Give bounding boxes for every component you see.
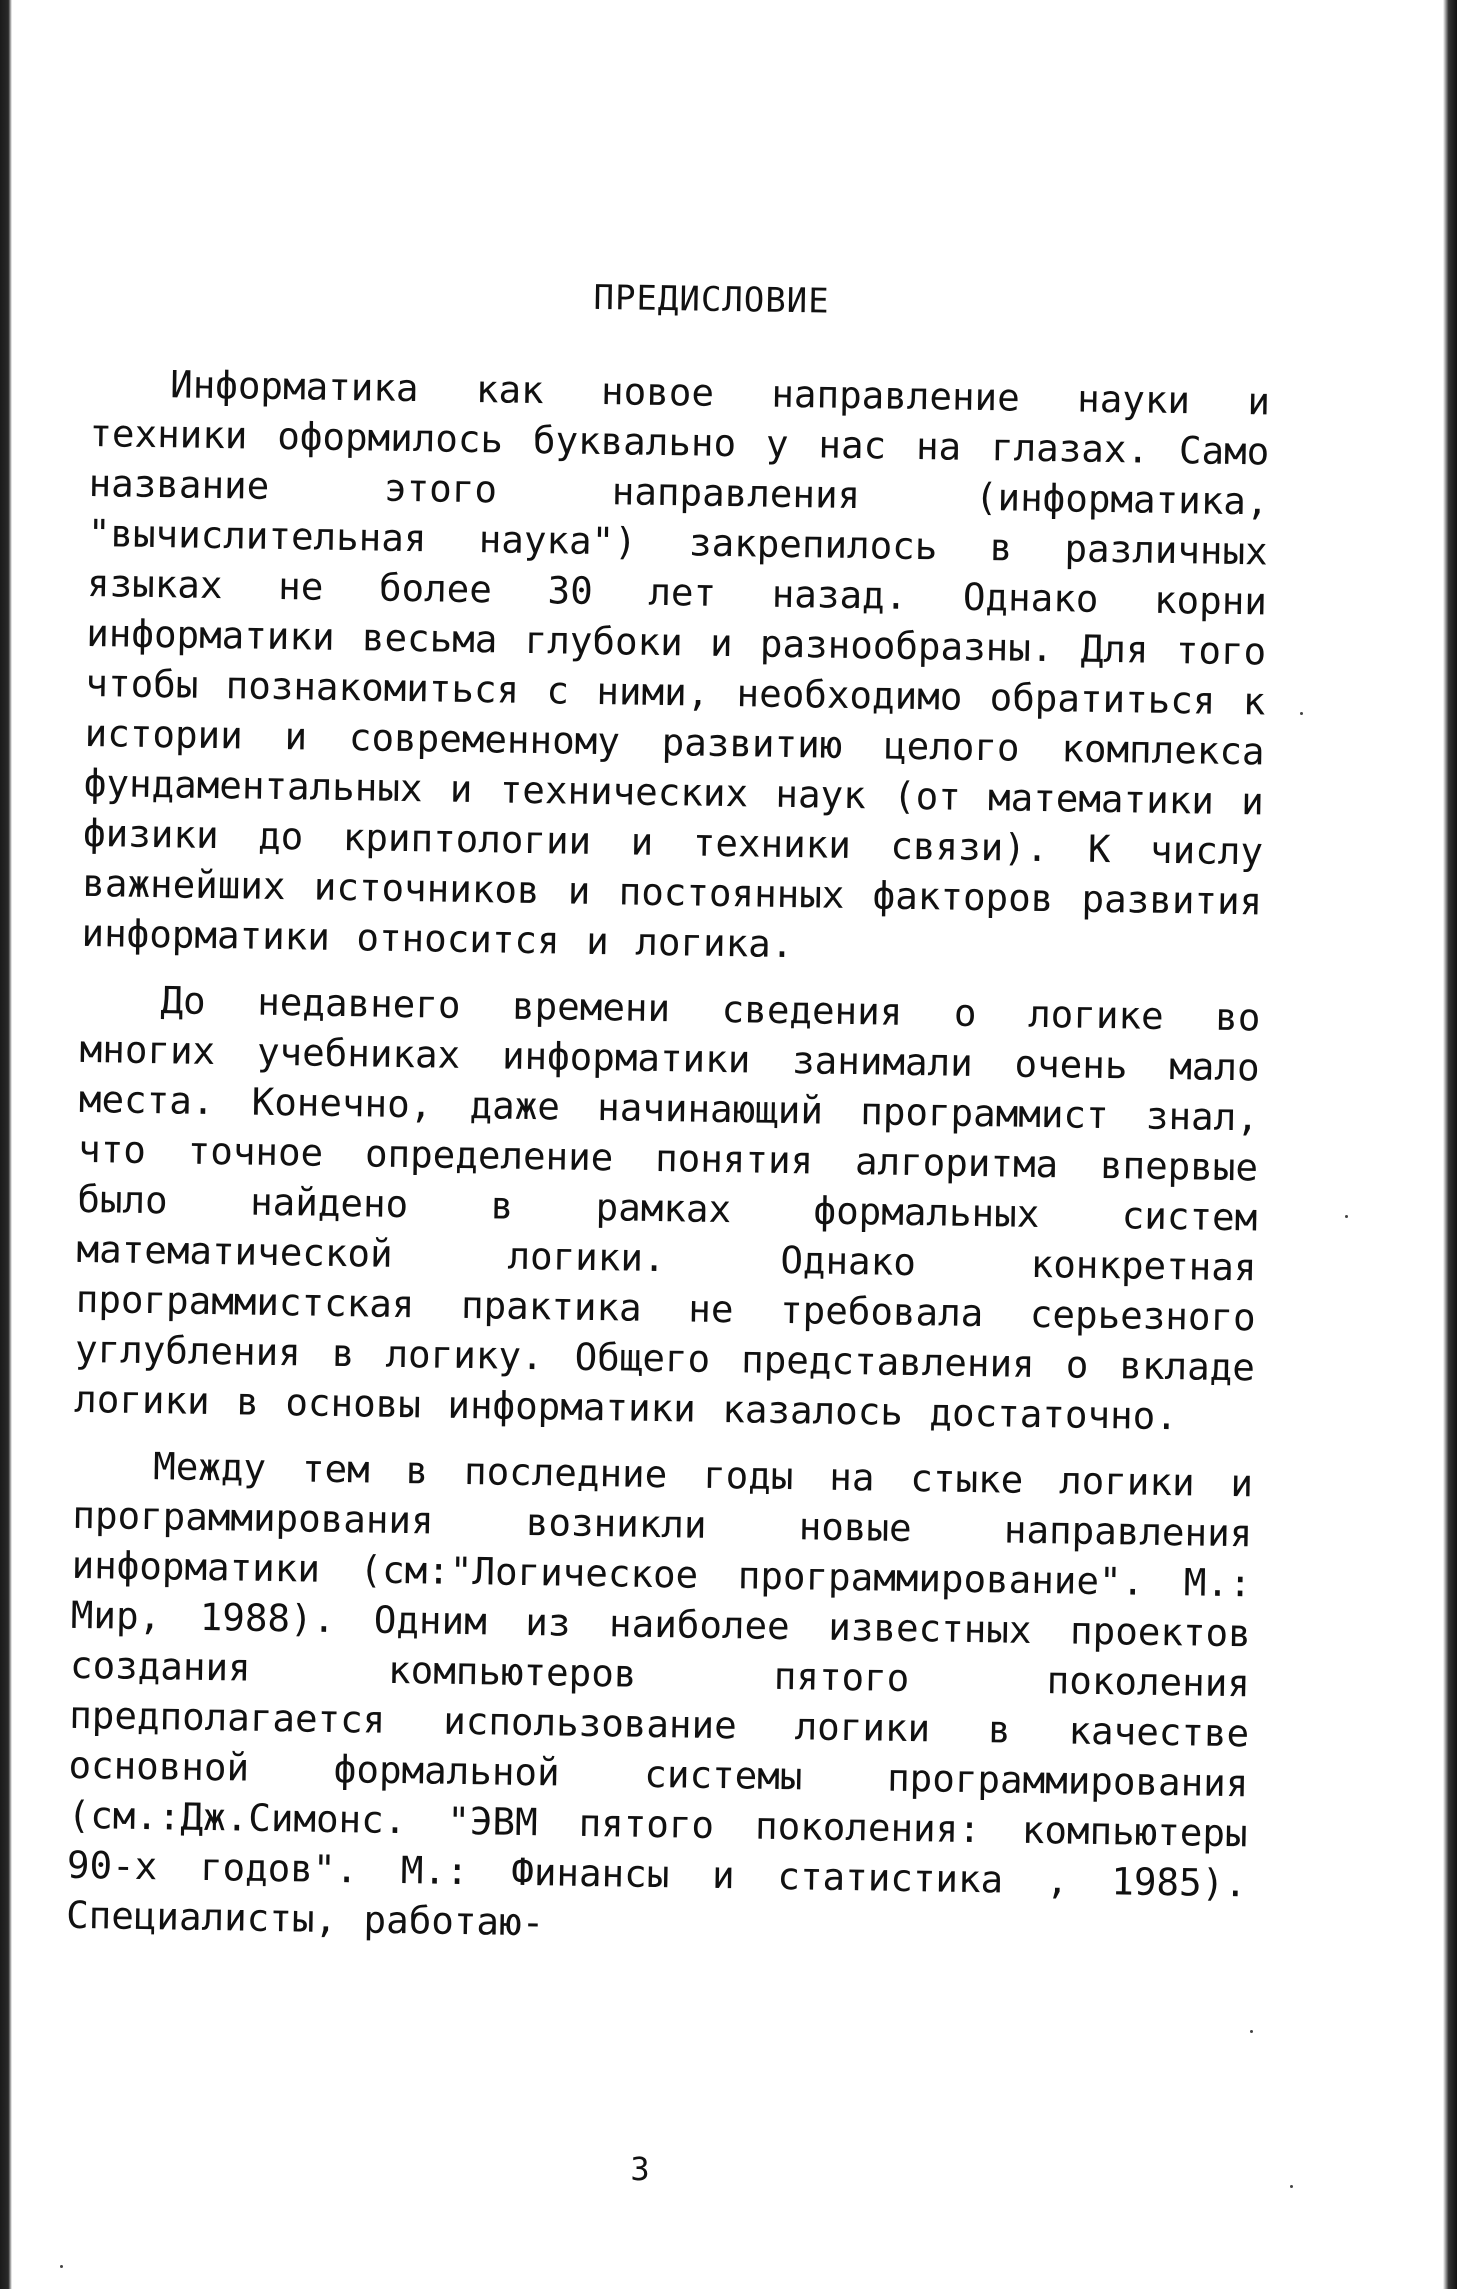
- scan-speck: [1250, 2030, 1253, 2033]
- scan-edge-right: [1443, 0, 1457, 2289]
- scan-speck: [1300, 712, 1303, 715]
- paragraph-2: До недавнего времени сведения о логике во многих учебниках информатики занимали очень мало места. Конечно, даже начинающий программист знал, что точное определение понятия алгоритма впервые было найдено в рамках формальных систем математической логики. Однако конкретная программистская практика не требовала серьезного углубления в логику. Общего представления о вкладе логики в основы информатики казалось достаточно.: [73, 978, 1261, 1439]
- paragraph-3: Между тем в последние годы на стыке логики и программирования возникли новые направления информатики (см:"Логическое программирование". М.: Мир, 1988). Одним из наиболее известных проектов создания компьютеров пятого поколения предполагается использование логики в качестве основной формальной системы программирования (см.:Дж.Симонс. "ЭВМ пятого поколения: компьютеры 90-х годов". М.: Финансы и статистика , 1985). Специалисты, работаю-: [65, 1444, 1254, 1945]
- page-title: ПРЕДИСЛОВИЕ: [593, 277, 830, 322]
- scan-speck: [1290, 2185, 1293, 2188]
- scan-edge-left: [0, 0, 12, 2289]
- scan-speck: [60, 2265, 63, 2268]
- page-number: 3: [630, 2150, 650, 2188]
- paragraph-1: Информатика как новое направление науки и техники оформилось буквально у нас на глазах. Само название этого направления (информатика, "вычислительная наука") закрепилось в различных языках не более 30 лет назад. Однако корни информатики весьма глубоки и разнообразны. Для того чтобы познакомиться с ними, необходимо обратиться к истории и современному развитию целого комплекса фундаментальных и технических наук (от математики и физики до криптологии и техники связи). К числу важнейших источников и постоянных факторов развития информатики относится и логика.: [81, 362, 1271, 967]
- scan-speck: [1345, 1215, 1348, 1218]
- page-content: [66, 270, 1272, 1974]
